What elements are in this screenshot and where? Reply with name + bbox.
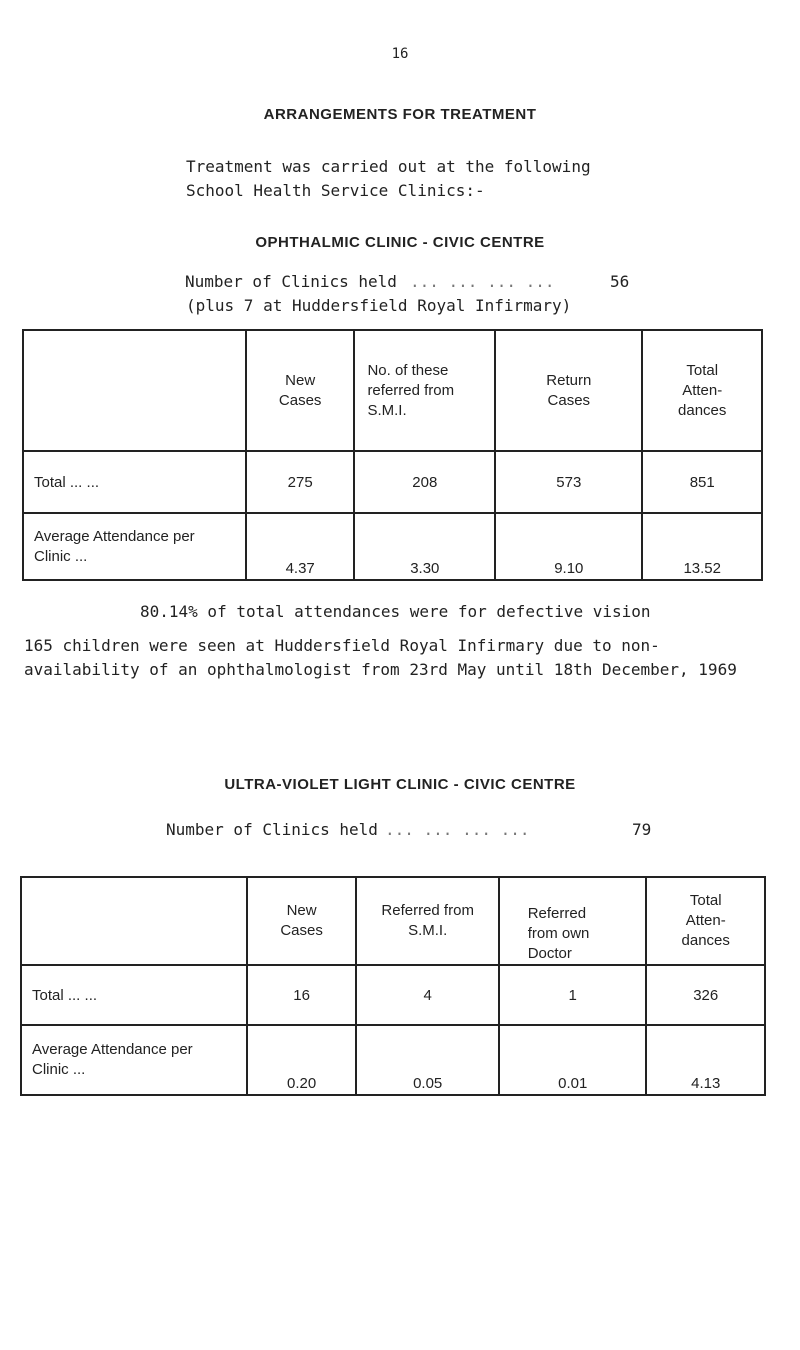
ultraviolet-header-total-attendances: Total Atten- dances (646, 877, 765, 965)
ophthalmic-clinics-label: Number of Clinics held (185, 272, 397, 291)
table-row (23, 451, 762, 513)
ophthalmic-header-blank (23, 330, 246, 451)
page-title: ARRANGEMENTS FOR TREATMENT (263, 106, 537, 123)
ultraviolet-total-new-cases: 16 (247, 965, 357, 1025)
ultraviolet-header-blank (21, 877, 247, 965)
table-row (21, 1025, 765, 1095)
table-row (23, 513, 762, 580)
ophthalmic-header-referred: No. of these referred from S.M.I. (354, 330, 495, 451)
ophthalmic-note-line-1: 165 children were seen at Huddersfield Royal Infirmary due to non- (24, 636, 660, 655)
ultraviolet-table (20, 876, 766, 1096)
ultraviolet-clinics-dots: ... ... ... ... (385, 820, 530, 839)
ophthalmic-header-row (23, 330, 762, 451)
ophthalmic-heading: OPHTHALMIC CLINIC - CIVIC CENTRE (255, 234, 545, 251)
ultraviolet-total-referred-smi: 4 (356, 965, 499, 1025)
ophthalmic-clinics-value: 56 (610, 272, 630, 291)
ultraviolet-total-referred-doctor: 1 (499, 965, 646, 1025)
ophthalmic-average-return: 9.10 (495, 513, 642, 580)
ophthalmic-average-referred: 3.30 (354, 513, 495, 580)
ultraviolet-clinics-label: Number of Clinics held (166, 820, 378, 839)
ultraviolet-header-new-cases: New Cases (247, 877, 357, 965)
ultraviolet-average-new-cases: 0.20 (247, 1025, 357, 1095)
ultraviolet-average-label: Average Attendance per Clinic ... (21, 1025, 247, 1095)
ophthalmic-table (22, 329, 763, 581)
ophthalmic-total-label: Total ... ... (23, 451, 246, 513)
ophthalmic-average-label: Average Attendance per Clinic ... (23, 513, 246, 580)
ophthalmic-plus-note: (plus 7 at Huddersfield Royal Infirmary) (186, 296, 572, 315)
ophthalmic-total-new-cases: 275 (246, 451, 355, 513)
ophthalmic-total-referred: 208 (354, 451, 495, 513)
ophthalmic-total-return: 573 (495, 451, 642, 513)
ophthalmic-note-defective-vision: 80.14% of total attendances were for defective vision (140, 602, 651, 621)
ophthalmic-header-total-attendances: Total Atten- dances (642, 330, 762, 451)
ophthalmic-total-attendances: 851 (642, 451, 762, 513)
ophthalmic-clinics-dots: ... ... ... ... (410, 272, 555, 291)
ultraviolet-header-referred-smi: Referred from S.M.I. (356, 877, 499, 965)
ophthalmic-note-line-2: availability of an ophthalmologist from 23rd May until 18th December, 1969 (24, 660, 737, 679)
intro-line-1: Treatment was carried out at the following (186, 157, 591, 176)
ultraviolet-heading: ULTRA-VIOLET LIGHT CLINIC - CIVIC CENTRE (224, 776, 576, 793)
ultraviolet-header-referred-doctor: Referred from own Doctor (499, 877, 646, 965)
ophthalmic-header-return-cases: Return Cases (495, 330, 642, 451)
ultraviolet-total-attendances: 326 (646, 965, 765, 1025)
ultraviolet-average-attendances: 4.13 (646, 1025, 765, 1095)
ultraviolet-total-label: Total ... ... (21, 965, 247, 1025)
table-row (21, 965, 765, 1025)
ophthalmic-header-new-cases: New Cases (246, 330, 355, 451)
intro-line-2: School Health Service Clinics:- (186, 181, 485, 200)
ultraviolet-average-referred-smi: 0.05 (356, 1025, 499, 1095)
ultraviolet-average-referred-doctor: 0.01 (499, 1025, 646, 1095)
ophthalmic-average-attendances: 13.52 (642, 513, 762, 580)
page-number: 16 (391, 46, 409, 62)
ultraviolet-header-row (21, 877, 765, 965)
ultraviolet-clinics-value: 79 (632, 820, 652, 839)
ophthalmic-average-new-cases: 4.37 (246, 513, 355, 580)
